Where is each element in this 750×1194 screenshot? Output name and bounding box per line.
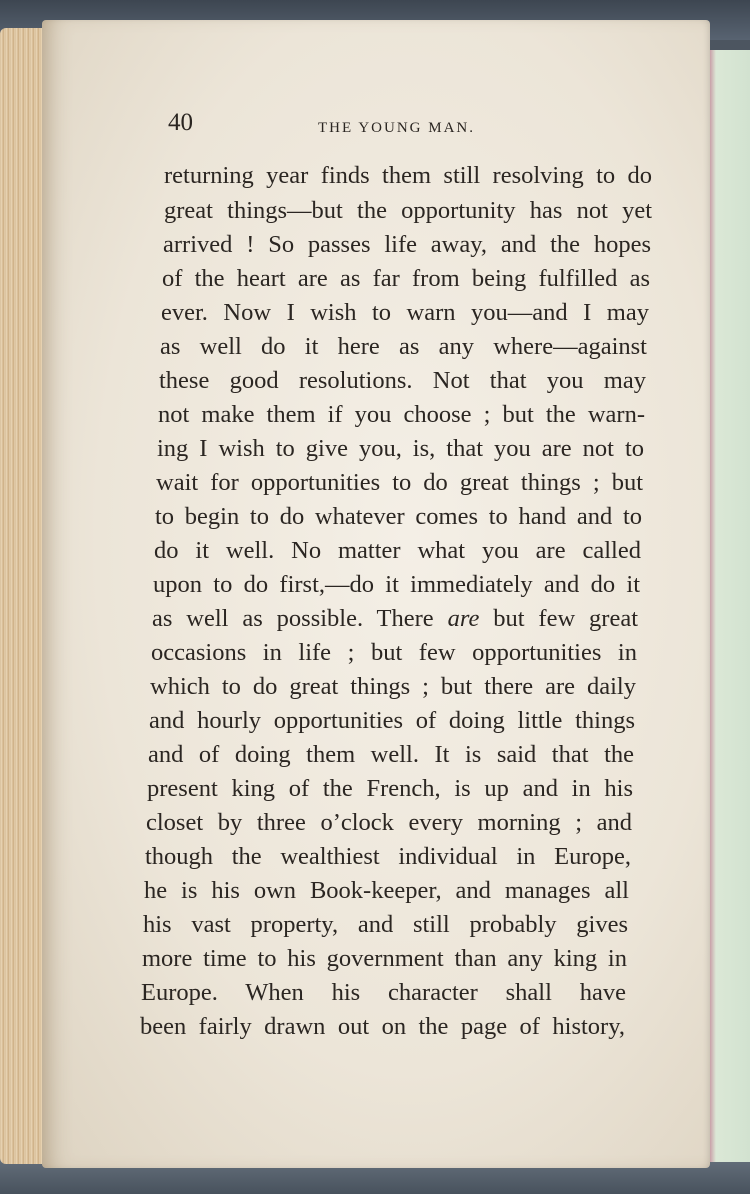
text-line: closet by three o’clock every morning ; and bbox=[146, 809, 632, 836]
line-text-before-emphasis: as well as possible. There bbox=[152, 605, 448, 632]
emphasis-are: are bbox=[447, 605, 480, 632]
text-line: upon to do first,—do it immediately and do it bbox=[153, 571, 640, 598]
text-line: present king of the French, is up and in his bbox=[147, 775, 633, 802]
text-line: as well do it here as any where—against bbox=[160, 333, 647, 360]
text-line: Europe. When his character shall have bbox=[141, 979, 626, 1006]
text-line: more time to his government than any king in bbox=[142, 945, 627, 972]
text-line: ever. Now I wish to warn you—and I may bbox=[161, 299, 649, 326]
text-line: he is his own Book-keeper, and manages all bbox=[144, 877, 629, 904]
text-line: returning year finds them still resolving to do bbox=[164, 162, 652, 189]
text-line: not make them if you choose ; but the warn- bbox=[158, 401, 645, 428]
text-line: great things—but the opportunity has not yet bbox=[164, 197, 652, 224]
text-line: wait for opportunities to do great things ; but bbox=[156, 469, 643, 496]
text-line: his vast property, and still probably gives bbox=[143, 911, 628, 938]
text-line: which to do great things ; but there are daily bbox=[150, 673, 636, 700]
text-line: to begin to do whatever comes to hand and to bbox=[155, 503, 642, 530]
running-title: THE YOUNG MAN. bbox=[318, 120, 476, 136]
text-line: though the wealthiest individual in Europe, bbox=[145, 843, 631, 870]
text-line: been fairly drawn out on the page of history, bbox=[140, 1013, 625, 1040]
text-line bbox=[152, 603, 638, 635]
text-line: arrived ! So passes life away, and the hopes bbox=[163, 231, 651, 258]
line-text-after-emphasis: but few great bbox=[479, 605, 638, 632]
text-line: and hourly opportunities of doing little things bbox=[149, 707, 635, 734]
text-line: do it well. No matter what you are called bbox=[154, 537, 641, 564]
text-line: these good resolutions. Not that you may bbox=[159, 367, 646, 394]
text-line: and of doing them well. It is said that the bbox=[148, 741, 634, 768]
text-line: occasions in life ; but few opportunities in bbox=[151, 639, 637, 666]
text-line: of the heart are as far from being fulfilled as bbox=[162, 265, 650, 292]
page-number: 40 bbox=[168, 109, 193, 136]
text-line: ing I wish to give you, is, that you are not to bbox=[157, 435, 644, 462]
